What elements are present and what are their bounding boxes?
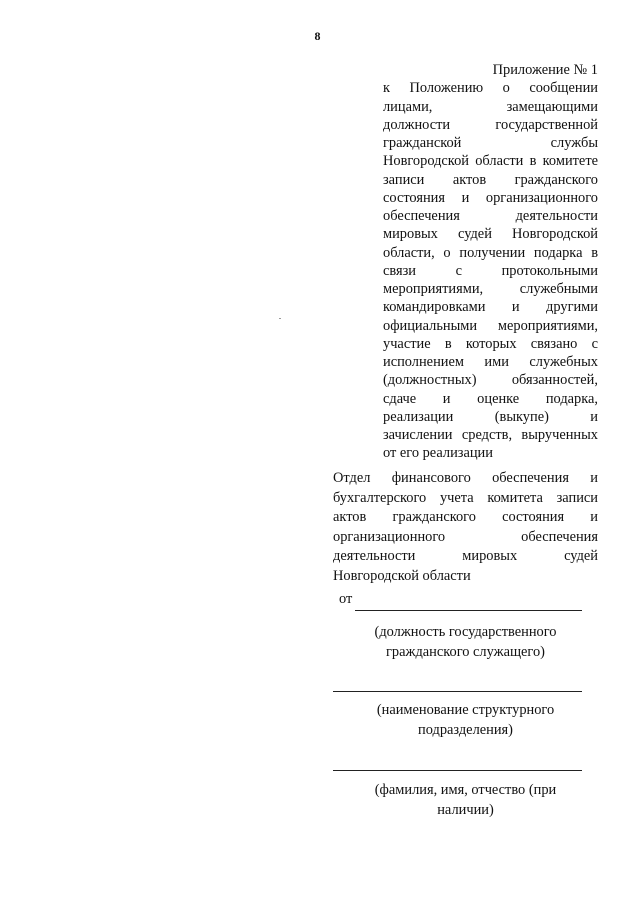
position-caption — [333, 622, 598, 662]
appendix-line: мировых судей Новгородской — [383, 226, 598, 243]
department-fill-line — [333, 691, 582, 692]
appendix-line: гражданской службы — [383, 135, 598, 151]
caption-line: гражданского служащего) — [386, 644, 545, 660]
appendix-line: обеспечения деятельности — [383, 208, 598, 224]
appendix-header — [383, 61, 598, 463]
appendix-line: области, о получении подарка в — [383, 244, 598, 261]
appendix-line: (должностных) обязанностей, — [383, 372, 598, 389]
page-number: 8 — [314, 29, 321, 43]
appendix-line: мероприятиями, служебными — [383, 281, 598, 297]
addressee-line: Отдел финансового обеспечения и — [333, 470, 598, 486]
appendix-line: командировками и другими — [383, 299, 598, 316]
from-label: от — [339, 591, 353, 607]
appendix-line: участие в которых связано с — [383, 335, 598, 352]
addressee-line: актов гражданского состояния и — [333, 509, 598, 526]
appendix-title: Приложение № 1 — [492, 62, 598, 78]
appendix-line: должности государственной — [383, 116, 598, 133]
addressee-line: бухгалтерского учета комитета записи — [333, 489, 598, 506]
addressee-block — [333, 469, 598, 587]
appendix-line: сдаче и оценке подарка, — [383, 390, 598, 407]
addressee-line: Новгородской области — [333, 567, 471, 584]
caption-line: (наименование структурного — [376, 702, 555, 718]
name-caption — [333, 780, 598, 820]
name-fill-line — [333, 770, 582, 771]
caption-line: подразделения) — [418, 722, 513, 738]
appendix-line: состояния и организационного — [383, 189, 598, 206]
appendix-line: официальными мероприятиями, — [383, 317, 598, 334]
appendix-line: от его реализации — [383, 445, 493, 462]
caption-line: (должность государственного — [374, 624, 557, 640]
appendix-line: связи с протокольными — [383, 262, 598, 279]
appendix-line: исполнением ими служебных — [383, 354, 598, 370]
appendix-line: реализации (выкупе) и — [383, 408, 598, 425]
position-fill-line — [355, 610, 582, 611]
appendix-line: зачислении средств, вырученных — [383, 427, 598, 443]
caption-line: (фамилия, имя, отчество (при — [374, 782, 557, 798]
appendix-line: Новгородской области в комитете — [383, 153, 598, 170]
addressee-line: деятельности мировых судей — [333, 548, 598, 565]
appendix-line: записи актов гражданского — [383, 171, 598, 188]
addressee-line: организационного обеспечения — [333, 528, 598, 545]
department-caption — [333, 700, 598, 740]
caption-line: наличии) — [437, 802, 494, 818]
appendix-line: к Положению о сообщении — [383, 80, 598, 97]
appendix-description — [383, 79, 598, 462]
scan-speck — [279, 318, 281, 319]
appendix-line: лицами, замещающими — [383, 98, 598, 115]
